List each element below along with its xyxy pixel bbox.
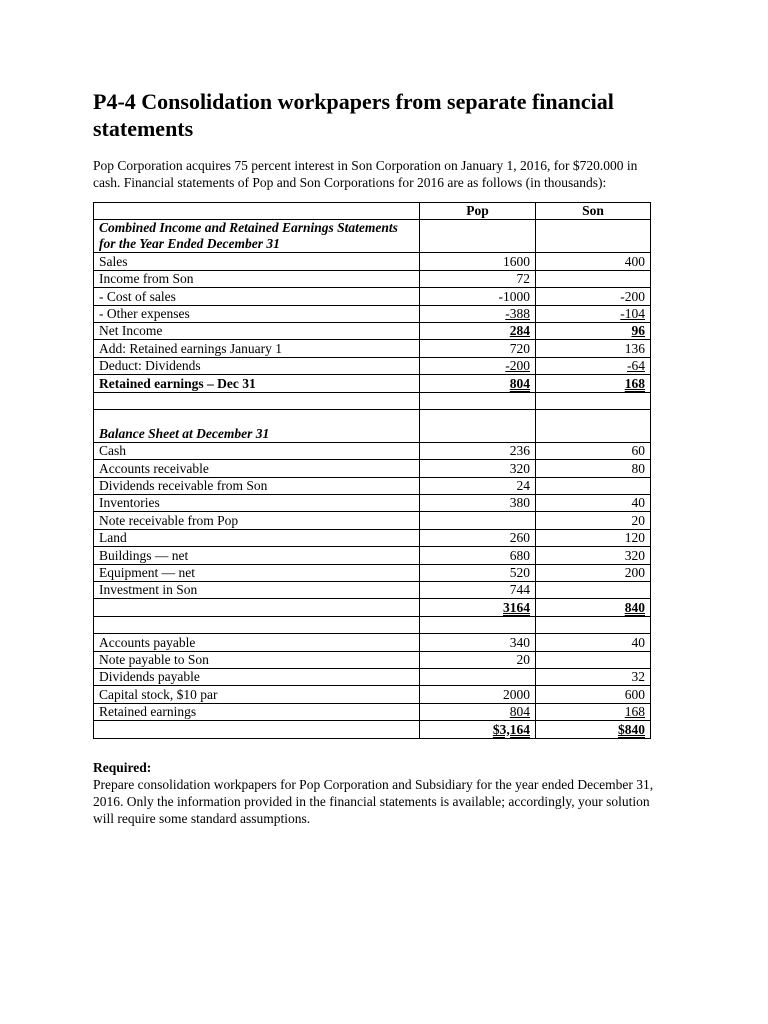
row-label: - Other expenses <box>94 305 420 322</box>
cell-son <box>536 460 651 477</box>
value-pop: 260 <box>509 530 530 546</box>
table-row <box>94 409 651 442</box>
value-pop: 72 <box>516 271 530 287</box>
value-son: 20 <box>631 512 645 528</box>
table-header-row <box>94 203 651 220</box>
section-heading: Combined Income and Retained Earnings Statements for the Year Ended December 31 <box>94 220 420 253</box>
row-label <box>94 721 420 738</box>
cell-pop <box>420 288 536 305</box>
table-row <box>94 477 651 494</box>
cell-son <box>536 547 651 564</box>
row-label: Cash <box>94 442 420 459</box>
value-pop: 380 <box>509 495 530 511</box>
cell-son <box>536 651 651 668</box>
row-label: Sales <box>94 253 420 270</box>
row-label: Retained earnings – Dec 31 <box>94 375 420 392</box>
table-row <box>94 392 651 409</box>
table-row <box>94 270 651 287</box>
value-son: 60 <box>631 443 645 459</box>
cell-pop <box>420 703 536 720</box>
cell-pop <box>420 599 536 616</box>
value-pop: -1000 <box>498 288 530 304</box>
cell-pop <box>420 270 536 287</box>
table-row <box>94 495 651 512</box>
cell-pop <box>420 375 536 392</box>
cell-pop <box>420 357 536 374</box>
value-pop: 340 <box>509 634 530 650</box>
row-label: Income from Son <box>94 270 420 287</box>
table-row <box>94 512 651 529</box>
cell-pop <box>420 564 536 581</box>
value-son: $840 <box>618 721 645 737</box>
row-label: Note receivable from Pop <box>94 512 420 529</box>
value-son: 600 <box>624 686 645 702</box>
required-text: Prepare consolidation workpapers for Pop Corporation and Subsidiary for the year ended December 31, 2016. Only the information provided in the financial statements is available; accordingly, your solution will require some standard assumptions. <box>93 776 654 826</box>
cell-son <box>536 305 651 322</box>
row-label: Land <box>94 529 420 546</box>
cell-pop <box>420 460 536 477</box>
cell-pop <box>420 477 536 494</box>
cell-son <box>536 357 651 374</box>
table-row <box>94 375 651 392</box>
value-son: 200 <box>624 565 645 581</box>
value-pop: 520 <box>509 565 530 581</box>
cell-son <box>536 322 651 339</box>
table-row <box>94 305 651 322</box>
cell-pop <box>420 322 536 339</box>
value-son: 840 <box>624 599 645 615</box>
cell-son <box>536 340 651 357</box>
cell-son <box>536 409 651 442</box>
document-page <box>93 88 653 827</box>
cell-son <box>536 599 651 616</box>
row-label <box>94 599 420 616</box>
value-pop: 320 <box>509 460 530 476</box>
value-pop: 1600 <box>503 253 530 269</box>
table-row <box>94 582 651 599</box>
row-label: Equipment — net <box>94 564 420 581</box>
value-pop: -388 <box>505 305 530 321</box>
header-blank-cell <box>94 203 420 220</box>
value-pop: 720 <box>509 340 530 356</box>
value-son: 32 <box>631 669 645 685</box>
cell-son <box>536 477 651 494</box>
value-son: 120 <box>624 530 645 546</box>
cell-pop <box>420 220 536 253</box>
cell-son <box>536 529 651 546</box>
cell-pop <box>420 253 536 270</box>
header-pop: Pop <box>420 203 536 220</box>
cell-pop <box>420 529 536 546</box>
cell-pop <box>420 582 536 599</box>
value-pop: 804 <box>509 704 530 720</box>
value-pop: 236 <box>509 443 530 459</box>
cell-son <box>536 616 651 633</box>
row-label <box>94 616 420 633</box>
header-son: Son <box>536 203 651 220</box>
value-son: -64 <box>627 358 645 374</box>
table-row <box>94 651 651 668</box>
table-row <box>94 357 651 374</box>
cell-son <box>536 721 651 738</box>
cell-pop <box>420 392 536 409</box>
cell-pop <box>420 721 536 738</box>
cell-son <box>536 634 651 651</box>
table-row <box>94 340 651 357</box>
cell-son <box>536 686 651 703</box>
table-row <box>94 529 651 546</box>
cell-pop <box>420 409 536 442</box>
value-son: 80 <box>631 460 645 476</box>
value-son: 96 <box>631 323 645 339</box>
value-pop: 24 <box>516 478 530 494</box>
value-son: 320 <box>624 547 645 563</box>
value-son: 40 <box>631 634 645 650</box>
row-label: Add: Retained earnings January 1 <box>94 340 420 357</box>
table-row <box>94 564 651 581</box>
cell-pop <box>420 495 536 512</box>
table-body <box>94 220 651 738</box>
row-label: - Cost of sales <box>94 288 420 305</box>
cell-son <box>536 495 651 512</box>
value-son: 168 <box>624 375 645 391</box>
row-label: Dividends payable <box>94 668 420 685</box>
row-label: Retained earnings <box>94 703 420 720</box>
cell-pop <box>420 616 536 633</box>
cell-pop <box>420 651 536 668</box>
row-label <box>94 392 420 409</box>
row-label: Investment in Son <box>94 582 420 599</box>
required-heading: Required: <box>93 759 152 775</box>
cell-pop <box>420 547 536 564</box>
cell-son <box>536 220 651 253</box>
value-son: -104 <box>620 305 645 321</box>
cell-pop <box>420 305 536 322</box>
cell-pop <box>420 668 536 685</box>
table-row <box>94 460 651 477</box>
table-row <box>94 599 651 616</box>
cell-son <box>536 703 651 720</box>
value-pop: 680 <box>509 547 530 563</box>
row-label: Accounts receivable <box>94 460 420 477</box>
cell-son <box>536 288 651 305</box>
intro-paragraph: Pop Corporation acquires 75 percent interest in Son Corporation on January 1, 2016, for $720.000 in cash. Financial statements of Pop and Son Corporations for 2016 are as follows (in thousands): <box>93 158 638 190</box>
value-pop: 744 <box>509 582 530 598</box>
cell-son <box>536 375 651 392</box>
row-label: Inventories <box>94 495 420 512</box>
value-son: 136 <box>624 340 645 356</box>
table-row <box>94 288 651 305</box>
value-pop: 2000 <box>503 686 530 702</box>
page-title: P4-4 Consolidation workpapers from separate financial statements <box>93 89 614 141</box>
row-label: Deduct: Dividends <box>94 357 420 374</box>
value-son: 168 <box>624 704 645 720</box>
value-pop: 804 <box>509 375 530 391</box>
cell-pop <box>420 686 536 703</box>
table-row <box>94 442 651 459</box>
cell-son <box>536 564 651 581</box>
row-label: Accounts payable <box>94 634 420 651</box>
table-row <box>94 616 651 633</box>
cell-pop <box>420 634 536 651</box>
cell-son <box>536 442 651 459</box>
table-row <box>94 703 651 720</box>
row-label: Capital stock, $10 par <box>94 686 420 703</box>
financial-statements-table <box>93 202 651 739</box>
value-son: 400 <box>624 253 645 269</box>
cell-pop <box>420 340 536 357</box>
table-row <box>94 220 651 253</box>
table-row <box>94 253 651 270</box>
value-pop: -200 <box>505 358 530 374</box>
table-row <box>94 322 651 339</box>
table-row <box>94 721 651 738</box>
cell-son <box>536 392 651 409</box>
cell-pop <box>420 442 536 459</box>
table-row <box>94 634 651 651</box>
row-label: Buildings — net <box>94 547 420 564</box>
cell-son <box>536 512 651 529</box>
row-label: Note payable to Son <box>94 651 420 668</box>
value-pop: $3,164 <box>492 721 530 737</box>
value-son: 40 <box>631 495 645 511</box>
value-pop: 284 <box>509 323 530 339</box>
cell-pop <box>420 512 536 529</box>
cell-son <box>536 253 651 270</box>
table-row <box>94 668 651 685</box>
cell-son <box>536 668 651 685</box>
section-heading: Balance Sheet at December 31 <box>94 409 420 442</box>
value-son: -200 <box>620 288 645 304</box>
cell-son <box>536 582 651 599</box>
table-row <box>94 686 651 703</box>
value-pop: 20 <box>516 651 530 667</box>
table-row <box>94 547 651 564</box>
row-label: Dividends receivable from Son <box>94 477 420 494</box>
value-pop: 3164 <box>503 599 530 615</box>
row-label: Net Income <box>94 322 420 339</box>
cell-son <box>536 270 651 287</box>
